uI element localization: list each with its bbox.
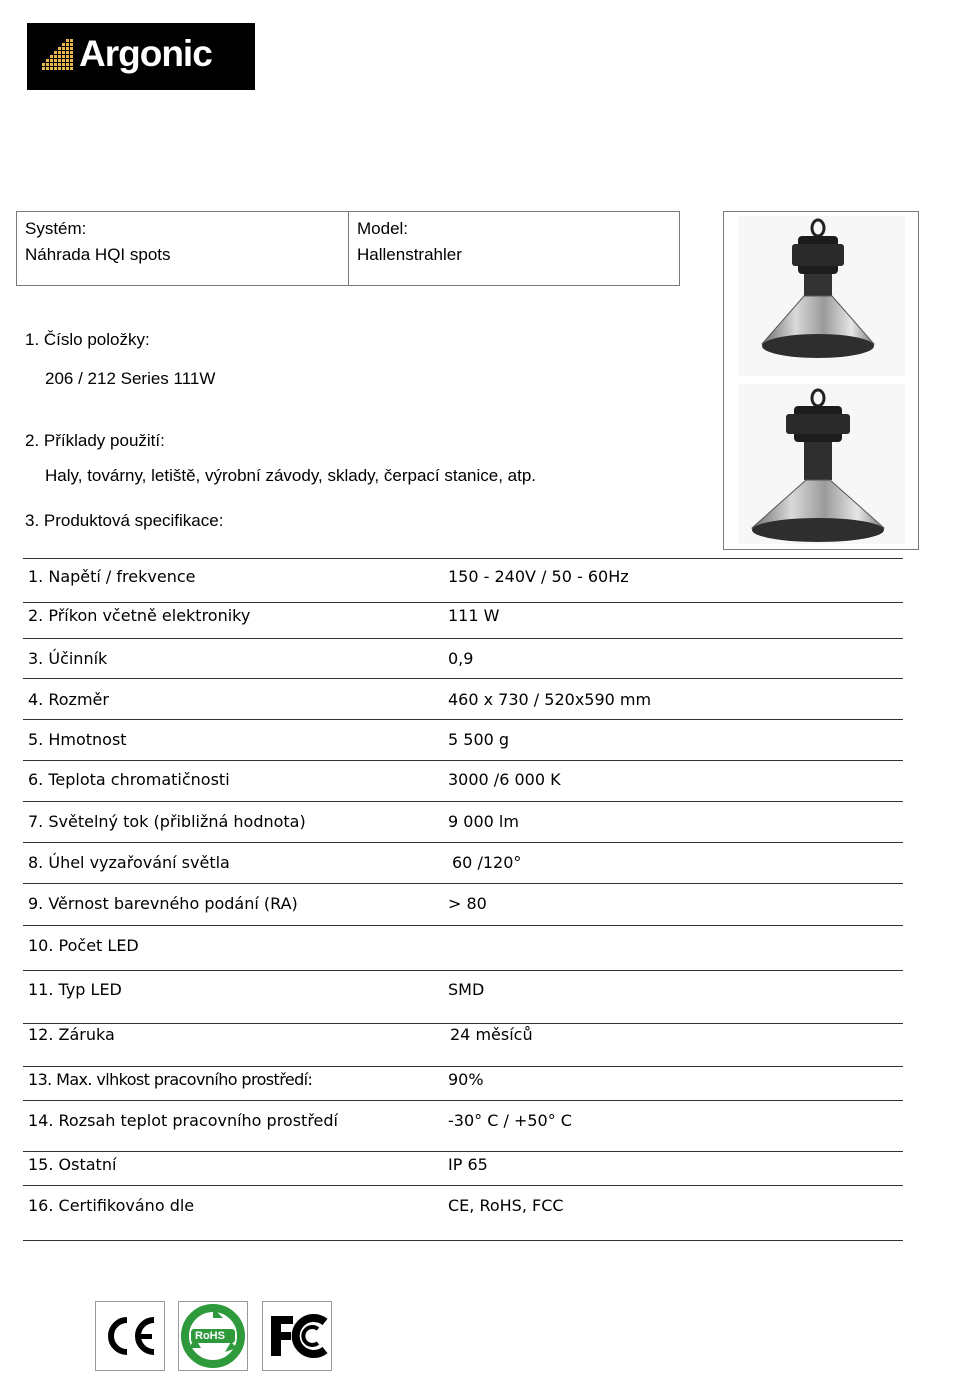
spec-value: 0,9 [448,649,474,668]
spec-value: > 80 [448,894,487,913]
section-1-value: 206 / 212 Series 111W [45,369,216,388]
spec-value: 9 000 lm [448,812,519,831]
spec-value: 3000 /6 000 K [448,770,561,789]
product-image-frame [723,211,919,550]
spec-value: 60 /120° [452,853,522,872]
spec-rule [23,1151,903,1152]
system-value: Náhrada HQI spots [25,245,171,264]
model-box [348,211,680,286]
spec-label: 10. Počet LED [28,936,139,955]
spec-label: 5. Hmotnost [28,730,127,749]
spec-value: 90% [448,1070,484,1089]
spec-rule [23,638,903,639]
spec-rule [23,558,903,559]
argonic-logo [27,23,255,90]
logo-text: Argonic [79,33,212,74]
spec-rule [23,883,903,884]
fcc-icon [262,1301,332,1371]
rohs-text: RoHS [195,1330,225,1342]
section-1-heading: 1. Číslo položky: [25,330,150,349]
spec-label: 13. Max. vlhkost pracovního prostředí: [28,1070,313,1089]
spec-label: 3. Účinník [28,649,108,668]
model-label: Model: [357,219,409,238]
system-label: Systém: [25,219,87,238]
dot-matrix-icon [42,39,74,75]
spec-rule [23,678,903,679]
spec-label: 9. Věrnost barevného podání (RA) [28,894,298,913]
spec-label: 14. Rozsah teplot pracovního prostředí [28,1111,338,1130]
spec-label: 4. Rozměr [28,690,109,709]
spec-label: 16. Certifikováno dle [28,1196,195,1215]
spec-rule [23,842,903,843]
spec-label: 1. Napětí / frekvence [28,567,196,586]
product-image [724,212,918,549]
spec-value: 111 W [448,606,500,625]
spec-value: 150 - 240V / 50 - 60Hz [448,567,629,586]
section-3-heading: 3. Produktová specifikace: [25,511,224,530]
spec-value: CE, RoHS, FCC [448,1196,564,1215]
spec-rule [23,760,903,761]
spec-rule [23,602,903,603]
spec-value: IP 65 [448,1155,488,1174]
spec-rule [23,801,903,802]
spec-value: 460 x 730 / 520x590 mm [448,690,652,709]
spec-rule [23,1185,903,1186]
spec-rule [23,970,903,971]
spec-label: 8. Úhel vyzařování světla [28,853,230,872]
spec-label: 2. Příkon včetně elektroniky [28,606,251,625]
model-value: Hallenstrahler [357,245,462,264]
spec-label: 6. Teplota chromatičnosti [28,770,230,789]
spec-rule [23,1023,903,1024]
spec-value: SMD [448,980,485,999]
spec-label: 15. Ostatní [28,1155,117,1174]
rohs-icon [178,1301,248,1371]
spec-rule [23,1100,903,1101]
spec-value: -30° C / +50° C [448,1111,572,1130]
system-box [16,211,349,286]
section-2-heading: 2. Příklady použití: [25,431,165,450]
spec-label: 12. Záruka [28,1025,115,1044]
spec-rule [23,1066,903,1067]
spec-label: 11. Typ LED [28,980,122,999]
spec-rule [23,1240,903,1241]
spec-rule [23,719,903,720]
ce-mark-icon [95,1301,165,1371]
spec-value: 5 500 g [448,730,510,749]
spec-label: 7. Světelný tok (přibližná hodnota) [28,812,306,831]
section-2-value: Haly, továrny, letiště, výrobní závody, sklady, čerpací stanice, atp. [45,466,537,485]
spec-value: 24 měsíců [450,1025,533,1044]
spec-rule [23,925,903,926]
